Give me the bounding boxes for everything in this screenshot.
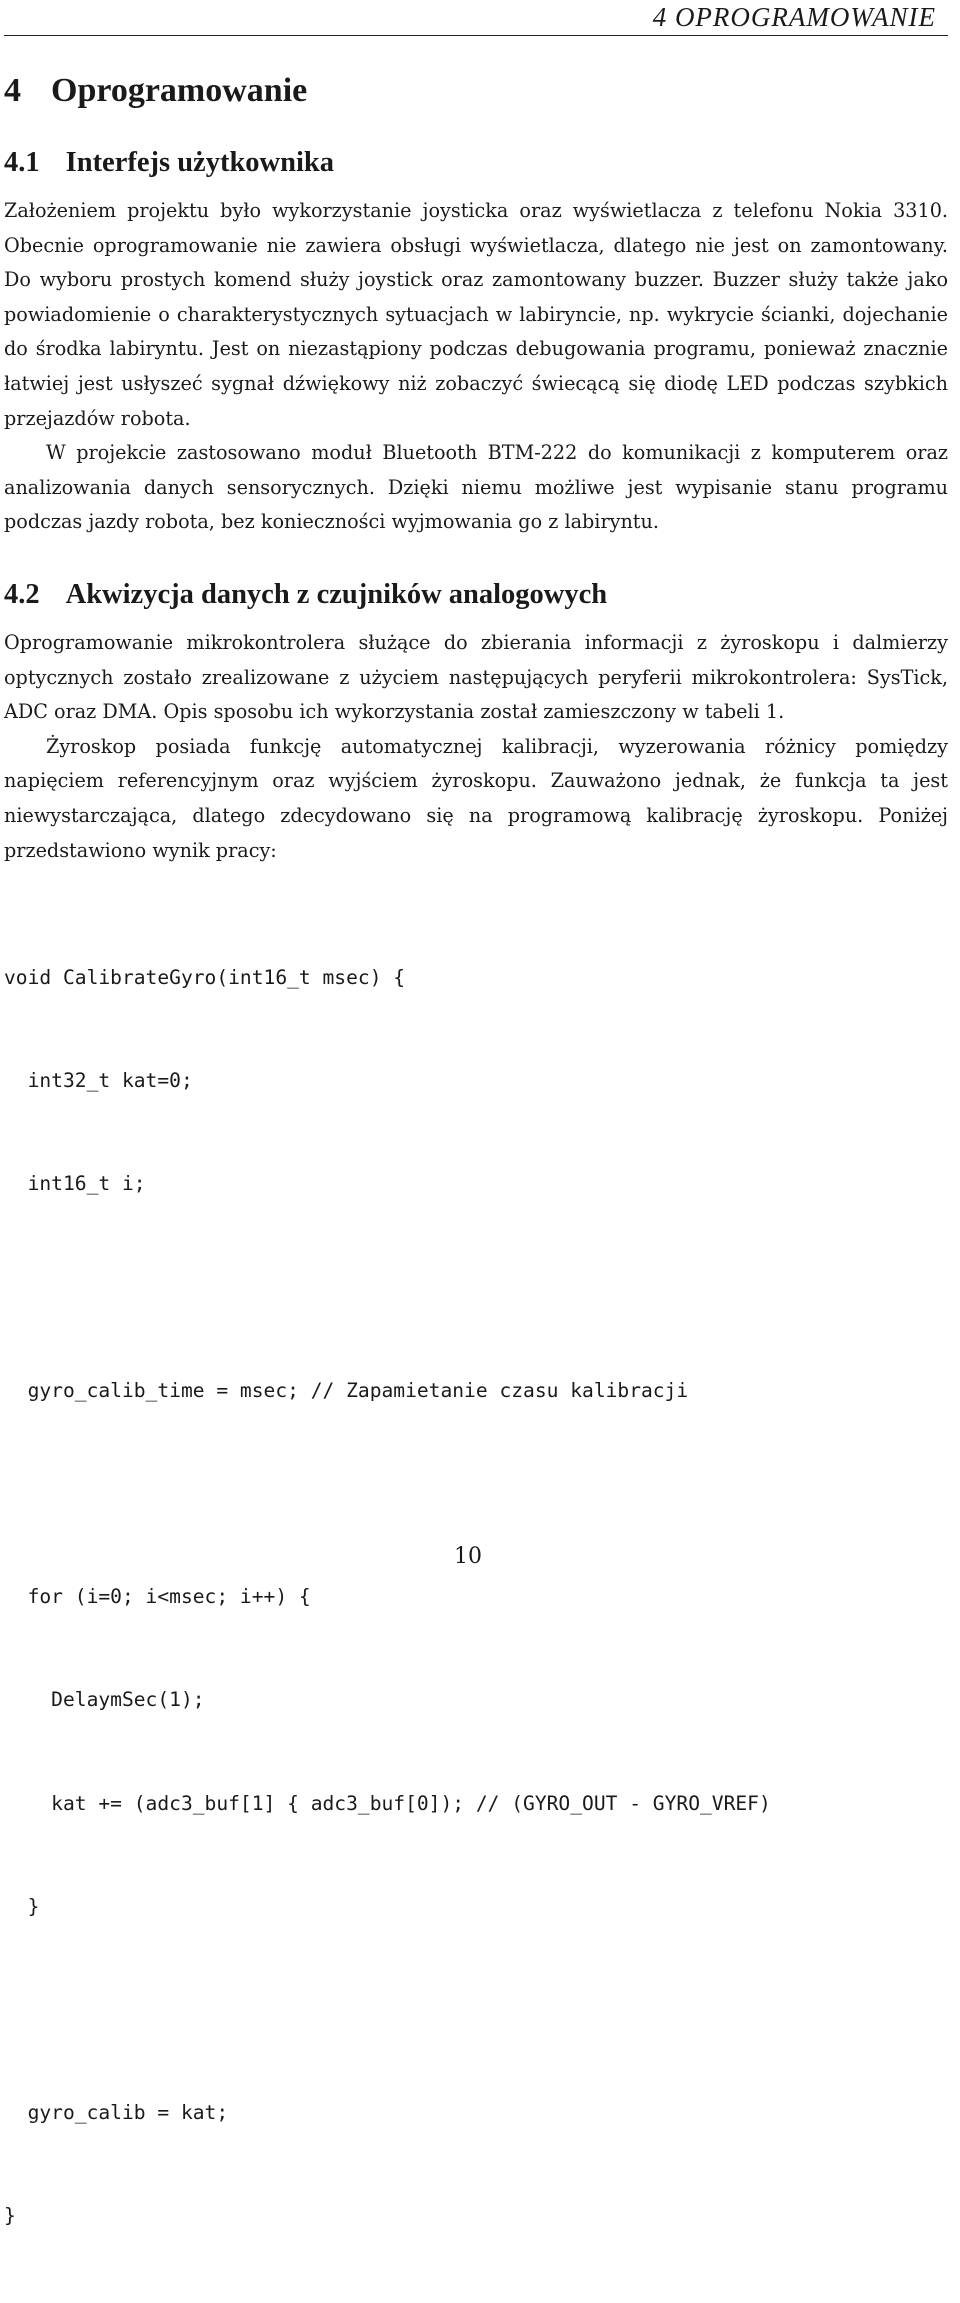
code-line <box>4 1477 948 1511</box>
section-number: 4.1 <box>4 147 40 178</box>
code-line <box>4 1993 948 2027</box>
page-number: 10 <box>454 1544 482 1569</box>
code-line: kat += (adc3_buf[1] { adc3_buf[0]); // (GYRO_OUT - GYRO_VREF) <box>4 1791 771 1815</box>
chapter-heading <box>4 72 948 110</box>
paragraph: W projekcie zastosowano moduł Bluetooth BTM-222 do komunikacji z komputerem oraz analizowania danych sensorycznych. Dzięki niemu możliwe jest wypisanie stanu programu podczas jazdy robota, bez konieczności wyjmowania go z labiryntu. <box>4 441 948 534</box>
code-line: int32_t kat=0; <box>4 1069 193 1093</box>
page-content <box>4 72 948 2303</box>
code-line: DelaymSec(1); <box>4 1688 205 1712</box>
code-line: } <box>4 2204 16 2228</box>
code-listing <box>4 892 948 2302</box>
section-heading <box>4 146 948 180</box>
code-line: gyro_calib_time = msec; // Zapamietanie czasu kalibracji <box>4 1378 689 1402</box>
section-number: 4.2 <box>4 578 40 610</box>
paragraph: Założeniem projektu było wykorzystanie joysticka oraz wyświetlacza z telefonu Nokia 3310. Obecnie oprogramowanie nie zawiera obsługi wyświetlacza, dlatego nie jest on zamontowany. Do wyboru prostych komend służy joystick oraz zamontowany buzzer. Buzzer służy także jako powiadomienie o charakterystycznych sytuacjach w labiryncie, np. wykrycie ścianki, dojechanie do środka labiryntu. Jest on niezastąpiony podczas debugowania programu, ponieważ znacznie łatwiej jest usłyszeć sygnał dźwiękowy niż zobaczyć świecącą się diodę LED podczas szybkich przejazdów robota. <box>4 199 948 430</box>
section-user-interface <box>4 146 948 540</box>
section-title: Interfejs użytkownika <box>65 147 334 178</box>
chapter-number: 4 <box>4 72 21 109</box>
chapter-title: Oprogramowanie <box>51 72 308 109</box>
section-heading <box>4 578 948 612</box>
section-title: Akwizycja danych z czujników analogowych <box>65 578 608 610</box>
header-rule <box>4 35 948 36</box>
code-line: for (i=0; i<msec; i++) { <box>4 1585 311 1609</box>
code-line: gyro_calib = kat; <box>4 2101 229 2125</box>
code-line: void CalibrateGyro(int16_t msec) { <box>4 965 406 989</box>
code-line <box>4 1271 948 1305</box>
running-header: 4 OPROGRAMOWANIE <box>652 2 936 32</box>
paragraph: Oprogramowanie mikrokontrolera służące do zbierania informacji z żyroskopu i dalmierzy optycznych zostało zrealizowane z użyciem następujących peryferii mikrokontrolera: SysTick, ADC oraz DMA. Opis sposobu ich wykorzystania został zamieszczony w tabeli 1. <box>4 630 948 724</box>
code-line: } <box>4 1894 40 1918</box>
code-line: int16_t i; <box>4 1172 146 1196</box>
section-analog-acquisition <box>4 578 948 868</box>
paragraph: Żyroskop posiada funkcję automatycznej kalibracji, wyzerowania różnicy pomiędzy napięciem referencyjnym oraz wyjściem żyroskopu. Zauważono jednak, że funkcja ta jest niewystarczająca, dlatego zdecydowano się na programową kalibrację żyroskopu. Poniżej przedstawiono wynik pracy: <box>4 734 948 862</box>
